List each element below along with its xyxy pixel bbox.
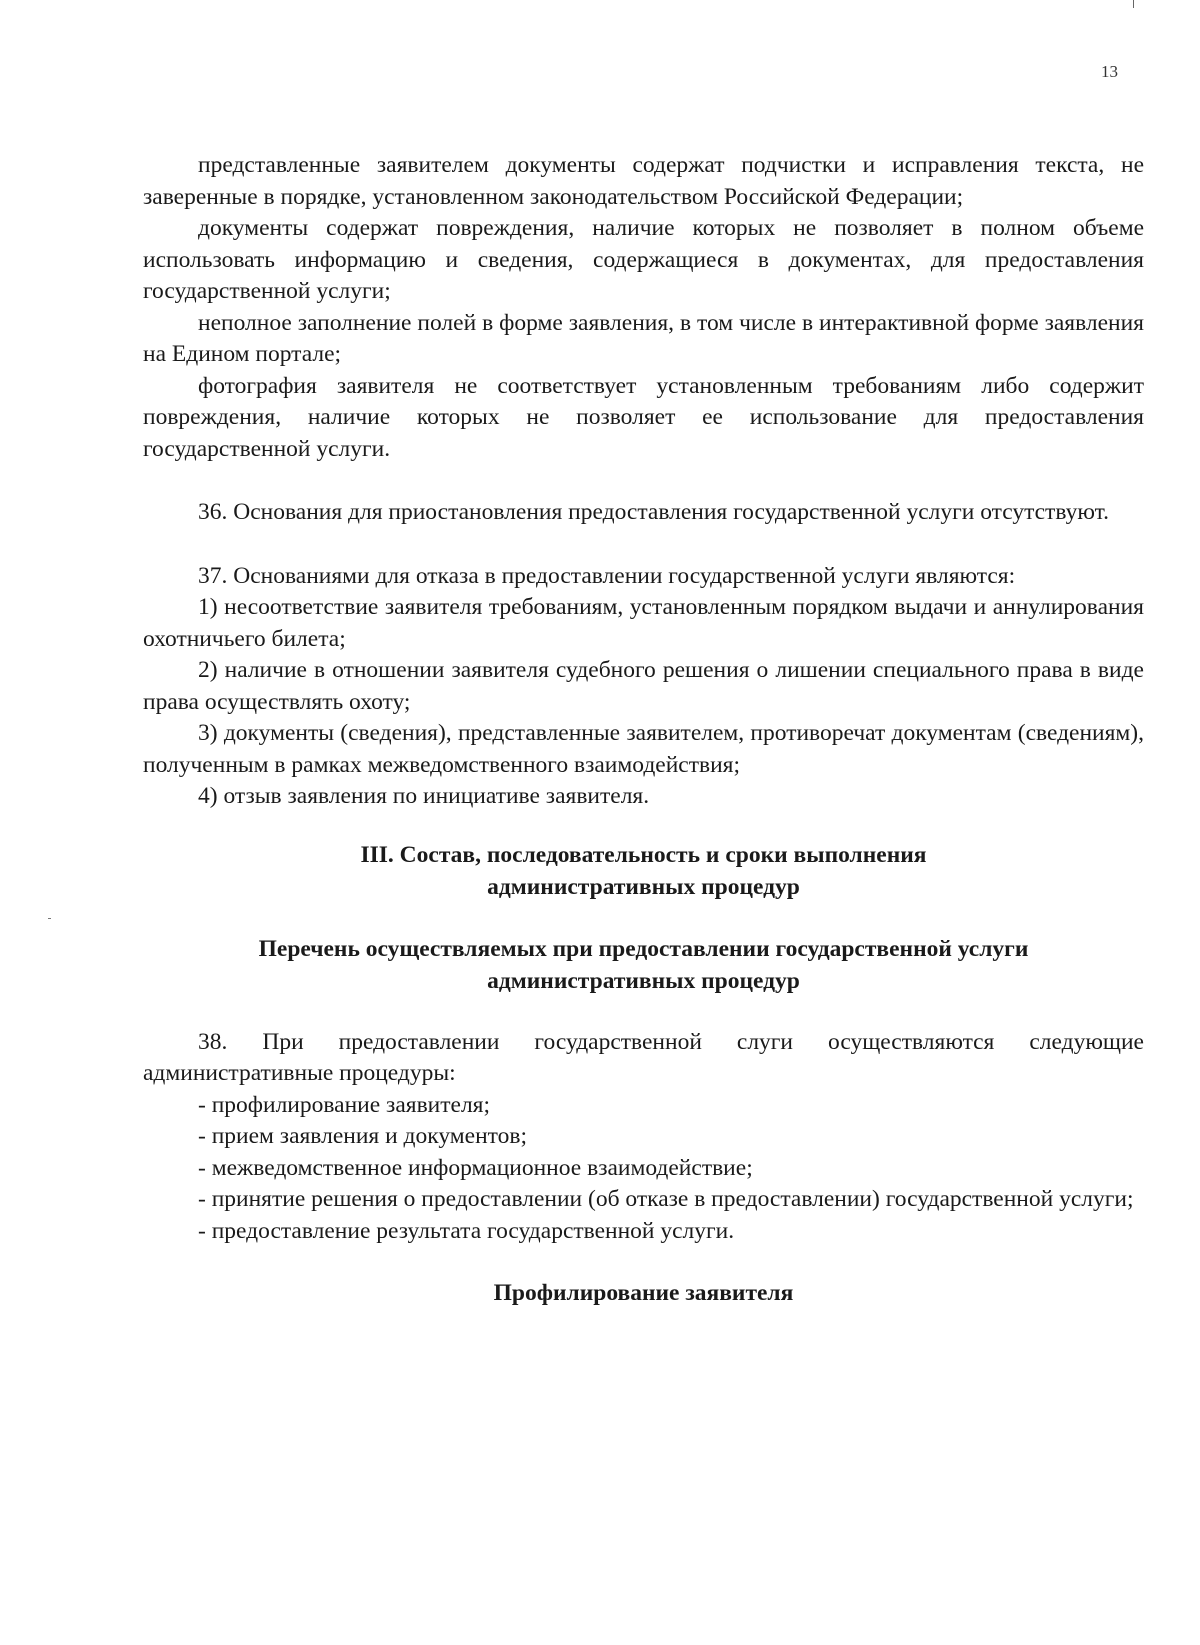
subheading — [143, 933, 1144, 997]
scan-mark — [48, 918, 51, 919]
list-item: 4) отзыв заявления по инициативе заявителя. — [198, 783, 650, 809]
list-item: - межведомственное информационное взаимодействие; — [198, 1154, 753, 1181]
paragraph-36: 36. Основания для приостановления предоставления государственной услуги отсутствуют. — [198, 499, 1109, 525]
list-item: - предоставление результата государственной услуги. — [198, 1217, 735, 1244]
list-item: - профилирование заявителя; — [198, 1091, 491, 1118]
document-body — [143, 150, 1144, 1309]
list-item: 3) документы (сведения), представленные заявителем, противоречат документам (сведениям), полученным в рамках межведомственного взаимодействия; — [143, 720, 1144, 778]
subheading-line: Перечень осуществляемых при предоставлении государственной услуги — [258, 935, 1029, 962]
list-item: 2) наличие в отношении заявителя судебного решения о лишении специального права в виде права осуществлять охоту; — [143, 657, 1144, 715]
section-heading-line: III. Состав, последовательность и сроки выполнения — [360, 841, 927, 868]
paragraph-37: 37. Основаниями для отказа в предоставлении государственной услуги являются: — [198, 562, 1016, 589]
spacer — [143, 529, 1144, 561]
spacer — [143, 465, 1144, 497]
final-heading: Профилирование заявителя — [493, 1280, 794, 1306]
spacer — [143, 813, 1144, 839]
list-item: - прием заявления и документов; — [198, 1123, 527, 1149]
paragraph: документы содержат повреждения, наличие которых не позволяет в полном объеме использовать информацию и сведения, содержащиеся в документах, для предоставления государственной услуги; — [143, 215, 1144, 304]
paragraph: фотография заявителя не соответствует установленным требованиям либо содержит повреждения, наличие которых не позволяет ее использование для предоставления государственной услуги. — [143, 372, 1144, 462]
scan-mark — [1133, 0, 1134, 8]
section-heading-line: административных процедур — [487, 873, 800, 900]
spacer — [143, 1247, 1144, 1277]
paragraph: представленные заявителем документы содержат подчистки и исправления текста, не заверенные в порядке, установленном законодательством Российской Федерации; — [143, 152, 1144, 210]
paragraph: неполное заполнение полей в форме заявления, в том числе в интерактивной форме заявления на Едином портале; — [143, 309, 1144, 367]
spacer — [143, 903, 1144, 933]
spacer — [143, 997, 1144, 1027]
list-item: - принятие решения о предоставлении (об отказе в предоставлении) государственной услуги; — [198, 1186, 1134, 1212]
paragraph-38: 38. При предоставлении государственной слуги осуществляются следующие административные процедуры: — [143, 1028, 1144, 1086]
page-number: 13 — [1101, 62, 1118, 81]
section-heading — [143, 839, 1144, 903]
subheading-line: административных процедур — [487, 967, 800, 994]
list-item: 1) несоответствие заявителя требованиям, установленным порядком выдачи и аннулирования охотничьего билета; — [143, 594, 1144, 652]
